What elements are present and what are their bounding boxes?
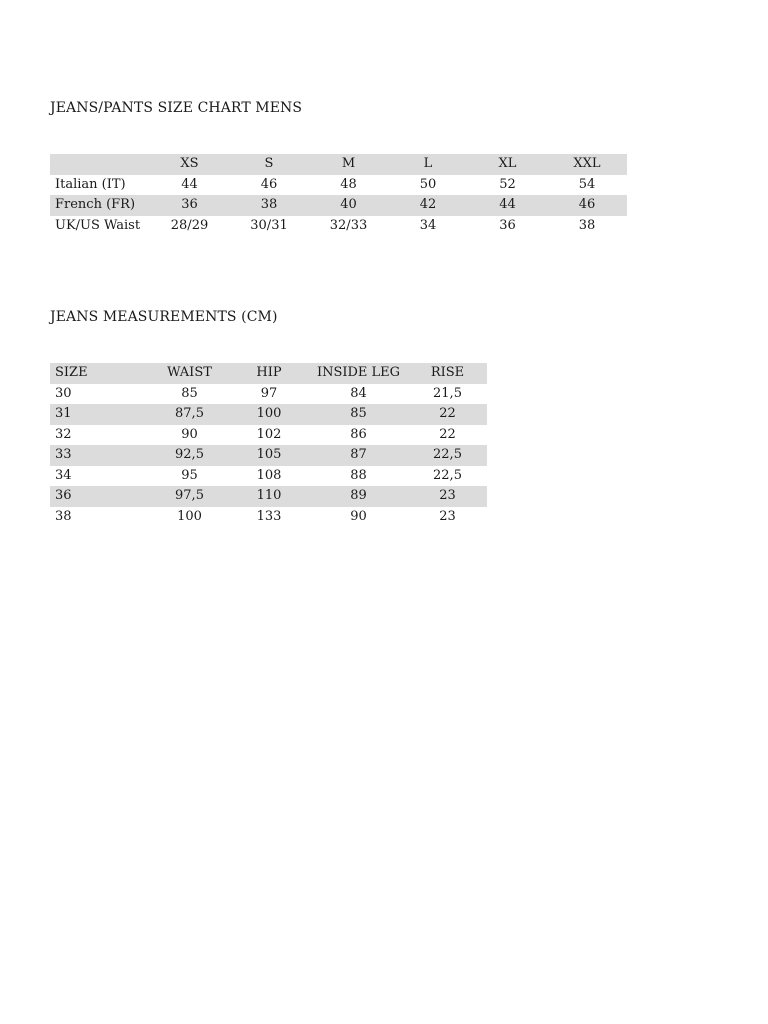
- table-cell: 34: [419, 217, 437, 233]
- table-row: [50, 445, 487, 466]
- table-cell: 36: [150, 195, 229, 216]
- table-cell: 46: [260, 176, 278, 192]
- table-cell: 86: [350, 426, 367, 442]
- table-row: [50, 486, 487, 507]
- table-cell: 22: [408, 404, 487, 425]
- table-cell: 87,5: [150, 404, 229, 425]
- table-row: [50, 466, 487, 487]
- table-row: [50, 425, 487, 446]
- header-cell: [50, 154, 150, 175]
- table-cell: 92,5: [150, 445, 229, 466]
- table-cell: 22: [439, 426, 456, 442]
- header-cell: S: [229, 154, 309, 175]
- table-cell: 30/31: [250, 217, 288, 233]
- table-row: [50, 384, 487, 405]
- measurements-table: [50, 363, 487, 527]
- table-cell: 23: [439, 508, 456, 524]
- table-cell: 40: [309, 195, 388, 216]
- row-label: 36: [50, 486, 150, 507]
- table-cell: 44: [468, 195, 547, 216]
- table-cell: 50: [419, 176, 437, 192]
- table-cell: 88: [350, 467, 367, 483]
- row-label: 34: [55, 467, 72, 483]
- table-cell: 52: [499, 176, 516, 192]
- measurements-title: JEANS MEASUREMENTS (CM): [50, 309, 278, 325]
- header-cell: M: [309, 154, 388, 175]
- table-cell: 87: [309, 445, 408, 466]
- size-chart-title: JEANS/PANTS SIZE CHART MENS: [50, 100, 303, 116]
- row-label: 33: [50, 445, 150, 466]
- table-row: [50, 404, 487, 425]
- row-label: 38: [55, 508, 72, 524]
- table-cell: 97: [260, 385, 278, 401]
- table-row: [50, 507, 487, 528]
- row-label: 30: [55, 385, 72, 401]
- table-cell: 90: [181, 426, 198, 442]
- header-cell: INSIDE LEG: [309, 363, 408, 384]
- header-cell: RISE: [408, 363, 487, 384]
- table-cell: 85: [181, 385, 198, 401]
- table-header-row: [50, 363, 487, 384]
- table-row: [50, 216, 627, 237]
- header-cell: SIZE: [50, 363, 150, 384]
- table-cell: 89: [309, 486, 408, 507]
- size-chart-table: [50, 154, 627, 236]
- header-cell: XS: [150, 154, 229, 175]
- header-cell: WAIST: [150, 363, 229, 384]
- table-cell: 100: [229, 404, 309, 425]
- table-cell: 32/33: [329, 217, 368, 233]
- table-cell: 23: [408, 486, 487, 507]
- row-label: 32: [55, 426, 72, 442]
- header-cell: L: [388, 154, 468, 175]
- table-cell: 85: [309, 404, 408, 425]
- header-cell: XL: [468, 154, 547, 175]
- table-cell: 22,5: [408, 445, 487, 466]
- table-cell: 110: [229, 486, 309, 507]
- table-cell: 38: [229, 195, 309, 216]
- table-cell: 54: [578, 176, 596, 192]
- row-label: 31: [50, 404, 150, 425]
- table-cell: 46: [547, 195, 627, 216]
- table-cell: 108: [256, 467, 282, 483]
- table-cell: 102: [256, 426, 282, 442]
- table-cell: 133: [256, 508, 282, 524]
- table-cell: 38: [578, 217, 596, 233]
- table-cell: 95: [181, 467, 198, 483]
- row-label: French (FR): [50, 195, 150, 216]
- row-label: Italian (IT): [55, 176, 126, 192]
- table-cell: 90: [350, 508, 367, 524]
- table-cell: 97,5: [150, 486, 229, 507]
- table-cell: 84: [350, 385, 367, 401]
- table-row: [50, 175, 627, 196]
- table-cell: 44: [181, 176, 198, 192]
- table-cell: 100: [177, 508, 202, 524]
- table-cell: 36: [499, 217, 516, 233]
- table-cell: 48: [340, 176, 357, 192]
- table-cell: 42: [388, 195, 468, 216]
- table-cell: 28/29: [170, 217, 209, 233]
- table-cell: 105: [229, 445, 309, 466]
- header-cell: XXL: [547, 154, 627, 175]
- header-cell: HIP: [229, 363, 309, 384]
- table-header-row: [50, 154, 627, 175]
- table-row: [50, 195, 627, 216]
- table-cell: 22,5: [433, 467, 462, 483]
- row-label: UK/US Waist: [55, 217, 141, 233]
- table-cell: 21,5: [433, 385, 462, 401]
